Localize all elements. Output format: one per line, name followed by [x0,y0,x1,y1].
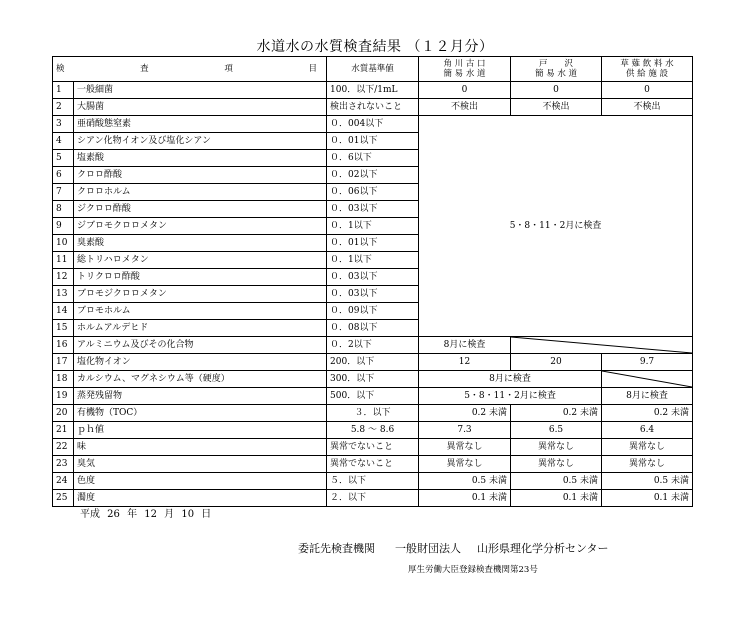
row-site-1: 異常なし [419,456,511,473]
row-site-1-2: 5・8・11・2月に検査 [419,388,602,405]
row-number: 14 [53,303,74,320]
row-number: 15 [53,320,74,337]
row-number: 7 [53,184,74,201]
row-site-1: 不検出 [419,99,511,116]
row-number: 21 [53,422,74,439]
row-standard: 5.8 ～ 8.6 [327,422,419,439]
row-number: 16 [53,337,74,354]
lab-registration: 厚生労働大臣登録検査機関第23号 [408,565,538,575]
row-number: 8 [53,201,74,218]
row-item: ホルムアルデヒド [74,320,327,337]
row-standard: ０．1以下 [327,252,419,269]
row-standard: ０．01以下 [327,133,419,150]
table-row [53,354,693,371]
row-site-3: 0 [602,82,693,99]
row-site-1: 0 [419,82,511,99]
row-standard: 100．以下/1mL [327,82,419,99]
row-number: 4 [53,133,74,150]
row-site-1: 8月に検査 [419,337,511,354]
row-standard: ０．1以下 [327,218,419,235]
row-standard: ０．02以下 [327,167,419,184]
row-standard: ０．06以下 [327,184,419,201]
lab-organization-type: 一般財団法人 [395,542,461,555]
lab-info [298,540,609,556]
row-number: 6 [53,167,74,184]
row-number: 1 [53,82,74,99]
row-site-2: 異常なし [511,439,602,456]
row-item: 色度 [74,473,327,490]
page-title: 水道水の水質検査結果 （１２月分） [256,39,494,55]
row-item: 有機物（TOC） [74,405,327,422]
row-number: 25 [53,490,74,507]
row-item: 大腸菌 [74,99,327,116]
row-standard: ０．09以下 [327,303,419,320]
row-number: 13 [53,286,74,303]
header-item: 検査項目 [53,57,327,82]
row-item: ジクロロ酢酸 [74,201,327,218]
row-item: クロロホルム [74,184,327,201]
row-item: カルシウム、マグネシウム等（硬度） [74,371,327,388]
row-site-3: 異常なし [602,439,693,456]
row-number: 20 [53,405,74,422]
row-number: 23 [53,456,74,473]
row-number: 24 [53,473,74,490]
row-item: ｐｈ値 [74,422,327,439]
row-number: 2 [53,99,74,116]
row-number: 3 [53,116,74,133]
row-standard: 異常でないこと [327,439,419,456]
lab-label: 委託先検査機関 [298,542,375,555]
row-number: 11 [53,252,74,269]
row-site-2: 20 [511,354,602,371]
row-site-3: 0.1 未満 [602,490,693,507]
row-site-2: 0.1 未満 [511,490,602,507]
row-site-3: 9.7 [602,354,693,371]
row-standard: ０．03以下 [327,286,419,303]
row-site-3: 6.4 [602,422,693,439]
table-row [53,490,693,507]
row-item: 臭気 [74,456,327,473]
row-item: 濁度 [74,490,327,507]
row-number: 18 [53,371,74,388]
row-item: 総トリハロメタン [74,252,327,269]
row-site-2: 0.2 未満 [511,405,602,422]
not-applicable-diagonal [511,337,693,354]
row-item: アルミニウム及びその化合物 [74,337,327,354]
row-standard: 異常でないこと [327,456,419,473]
row-item: ブロモジクロロメタン [74,286,327,303]
row-item: 一般細菌 [74,82,327,99]
row-standard: ０．2以下 [327,337,419,354]
table-row [53,439,693,456]
row-number: 9 [53,218,74,235]
table-row [53,473,693,490]
row-standard: 検出されないこと [327,99,419,116]
row-number: 10 [53,235,74,252]
row-item: 臭素酸 [74,235,327,252]
table-row [53,388,693,405]
report-date: 平成 26 年 12 月 10 日 [80,509,212,520]
row-item: トリクロロ酢酸 [74,269,327,286]
not-applicable-diagonal [602,371,693,388]
header-standard: 水質基準値 [327,57,419,82]
header-site-1: 角 川 古 口 簡 易 水 道 [419,57,511,82]
table-row [53,337,693,354]
row-item: クロロ酢酸 [74,167,327,184]
row-site-1: 0.2 未満 [419,405,511,422]
row-item: 亜硝酸態窒素 [74,116,327,133]
water-quality-table [52,56,693,507]
row-site-3: 0.5 未満 [602,473,693,490]
row-site-1: 異常なし [419,439,511,456]
row-site-2: 不検出 [511,99,602,116]
row-item: 蒸発残留物 [74,388,327,405]
row-standard: 300．以下 [327,371,419,388]
table-row [53,371,693,388]
row-site-1: 0.1 未満 [419,490,511,507]
row-site-3: 8月に検査 [602,388,693,405]
row-standard: ５．以下 [327,473,419,490]
row-standard: 500．以下 [327,388,419,405]
row-item: 塩素酸 [74,150,327,167]
row-site-3: 不検出 [602,99,693,116]
row-standard: ０．03以下 [327,201,419,218]
row-site-1: 7.3 [419,422,511,439]
row-site-1: 0.5 未満 [419,473,511,490]
row-site-2: 0.5 未満 [511,473,602,490]
row-site-2: 異常なし [511,456,602,473]
row-standard: ３．以下 [327,405,419,422]
header-site-3: 草 薙 飲 料 水 供 給 施 設 [602,57,693,82]
row-number: 5 [53,150,74,167]
row-standard: ０．6以下 [327,150,419,167]
row-site-2: 0 [511,82,602,99]
row-item: 味 [74,439,327,456]
table-row [53,456,693,473]
header-site-2: 戸 沢 簡 易 水 道 [511,57,602,82]
row-number: 19 [53,388,74,405]
row-standard: ０．03以下 [327,269,419,286]
table-row [53,405,693,422]
row-standard: ２．以下 [327,490,419,507]
row-item: ジブロモクロロメタン [74,218,327,235]
row-item: シアン化物イオン及び塩化シアン [74,133,327,150]
table-row [53,82,693,99]
lab-name: 山形県理化学分析センター [477,542,609,555]
row-standard: ０．08以下 [327,320,419,337]
row-standard: 200．以下 [327,354,419,371]
row-site-3: 0.2 未満 [602,405,693,422]
table-header-row [53,57,693,82]
table-row [53,116,693,133]
row-site-1-2: 8月に検査 [419,371,602,388]
merged-inspection-note: 5・8・11・2月に検査 [419,116,693,337]
table-row [53,422,693,439]
row-standard: ０．01以下 [327,235,419,252]
row-item: 塩化物イオン [74,354,327,371]
row-number: 22 [53,439,74,456]
row-site-2: 6.5 [511,422,602,439]
row-standard: ０．004以下 [327,116,419,133]
row-number: 12 [53,269,74,286]
table-row [53,99,693,116]
row-site-1: 12 [419,354,511,371]
row-item: ブロモホルム [74,303,327,320]
row-site-3: 異常なし [602,456,693,473]
row-number: 17 [53,354,74,371]
